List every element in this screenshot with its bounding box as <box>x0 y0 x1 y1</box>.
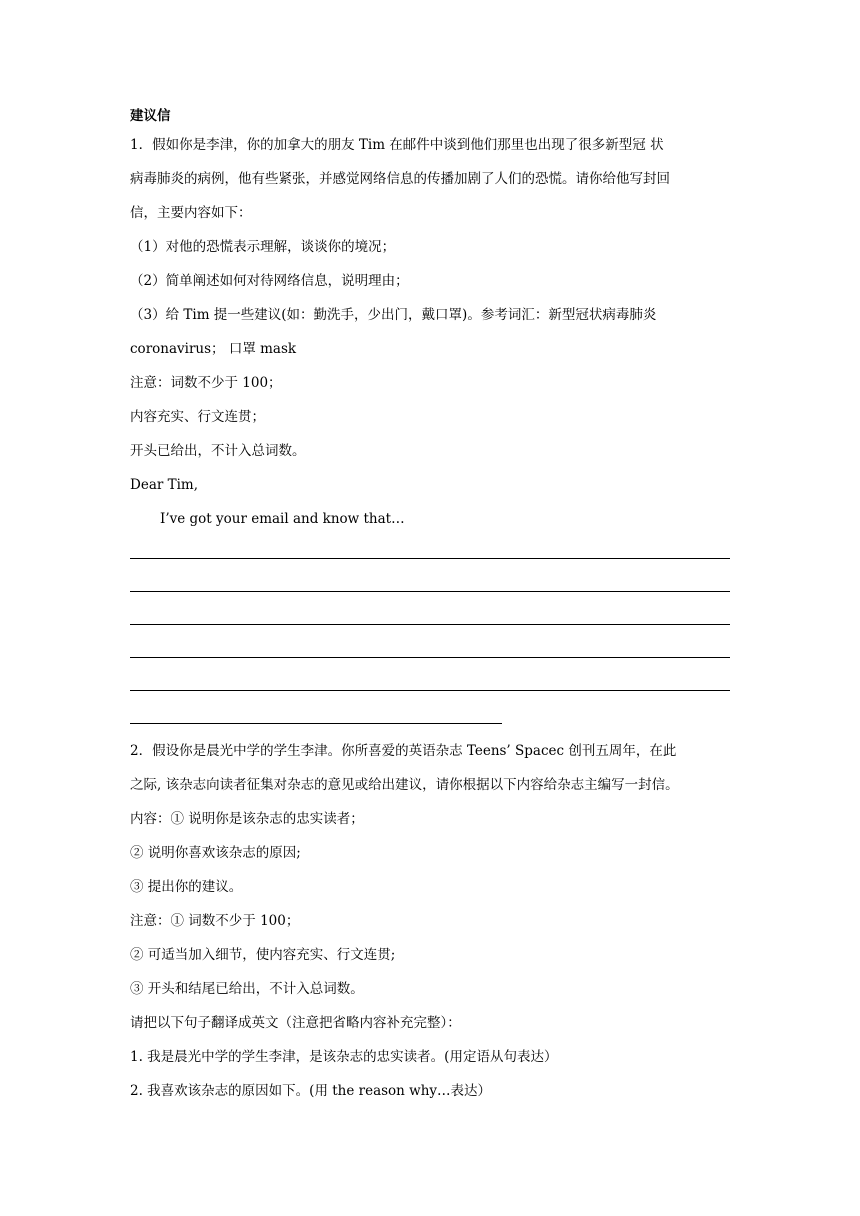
q1-prompt-line: 1．假如你是李津，你的加拿大的朋友 Tim 在邮件中谈到他们那里也出现了很多新型冠 状 <box>130 137 664 153</box>
q2-translate-item-1: 1. 我是晨光中学的学生李津，是该杂志的忠实读者。(用定语从句表达） <box>130 1049 558 1065</box>
question-1 <box>130 128 740 734</box>
question-2 <box>130 734 740 1108</box>
letter-greeting: Dear Tim, <box>130 477 199 493</box>
answer-blank-line[interactable] <box>130 668 740 701</box>
q2-note-3: ③ 开头和结尾已给出，不计入总词数。 <box>130 981 364 997</box>
q1-requirement-2: （2）简单阐述如何对待网络信息，说明理由； <box>130 273 409 289</box>
q2-content-1: 内容：① 说明你是该杂志的忠实读者； <box>130 811 364 827</box>
q2-content-3: ③ 提出你的建议。 <box>130 879 243 895</box>
answer-blank-line[interactable] <box>130 635 740 668</box>
q2-translate-item-2: 2. 我喜欢该杂志的原因如下。(用 the reason why…表达） <box>130 1083 492 1099</box>
q1-prompt-line: 信，主要内容如下： <box>130 205 252 221</box>
q1-requirement-1: （1）对他的恐慌表示理解，谈谈你的境况； <box>130 239 396 255</box>
q1-prompt-line: 病毒肺炎的病例，他有些紧张，并感觉网络信息的传播加剧了人们的恐慌。请你给他写封回 <box>130 171 670 187</box>
q1-note: 注意：词数不少于 100； <box>130 375 282 391</box>
q2-note-1: 注意：① 词数不少于 100； <box>130 913 300 929</box>
answer-blank-line[interactable] <box>130 569 740 602</box>
q1-vocabulary: coronavirus； 口罩 mask <box>130 341 297 357</box>
answer-blank-line[interactable] <box>130 701 740 734</box>
q2-prompt-line: 2．假设你是晨光中学的学生李津。你所喜爱的英语杂志 Teens’ Spacec 创刊五周年，在此 <box>130 743 677 759</box>
q2-prompt-line: 之际, 该杂志向读者征集对杂志的意见或给出建议，请你根据以下内容给杂志主编写一封信。 <box>130 777 679 793</box>
q2-content-2: ② 说明你喜欢该杂志的原因; <box>130 845 301 861</box>
letter-opening: I’ve got your email and know that… <box>160 511 405 527</box>
answer-blank-line[interactable] <box>130 602 740 635</box>
q1-note: 内容充实、行文连贯； <box>130 409 265 425</box>
q2-note-2: ② 可适当加入细节，使内容充实、行文连贯; <box>130 947 396 963</box>
document-title: 建议信 <box>130 108 171 124</box>
q1-requirement-3: （3）给 Tim 提一些建议(如：勤洗手，少出门，戴口罩)。参考词汇：新型冠状病毒肺炎 <box>130 307 657 323</box>
answer-blank-line[interactable] <box>130 536 740 569</box>
q1-note: 开头已给出，不计入总词数。 <box>130 443 306 459</box>
q2-translate-instruction: 请把以下句子翻译成英文（注意把省略内容补充完整）： <box>130 1015 461 1031</box>
document-page <box>130 104 740 1108</box>
